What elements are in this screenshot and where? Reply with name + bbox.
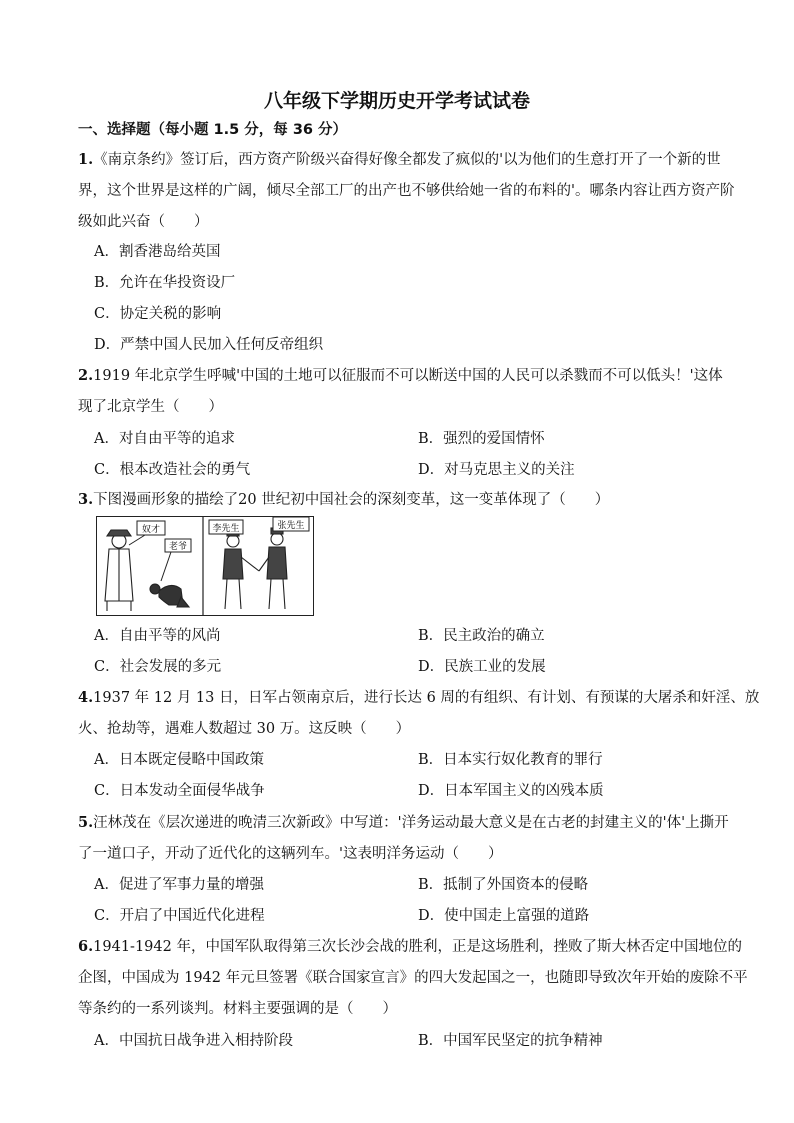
q6-option-b: B．中国军民坚定的抗争精神 — [418, 1033, 603, 1049]
label-zhang-xiansheng: 张先生 — [277, 521, 305, 531]
q4-option-a: A．日本既定侵略中国政策 — [94, 752, 264, 768]
question-6-line-1: 6.1941-1942 年，中国军队取得第三次长沙会战的胜利，正是这场胜利，挫败了斯大林否定中国地位的 — [78, 938, 742, 955]
question-1-line-2: 界，这个世界是这样的广阔，倾尽全部工厂的出产也不够供给她一省的布料的'。哪条内容让西方资产阶 — [78, 183, 735, 199]
q3-option-b: B．民主政治的确立 — [418, 628, 545, 644]
q4-option-c: C．日本发动全面侵华战争 — [94, 783, 265, 799]
label-laoye: 老爷 — [168, 542, 188, 552]
q3-option-d: D．民族工业的发展 — [418, 659, 546, 675]
label-li-xiansheng: 李先生 — [212, 524, 240, 534]
q1-option-b: B．允许在华投资设厂 — [94, 275, 236, 291]
q1-option-d: D．严禁中国人民加入任何反帝组织 — [94, 337, 324, 353]
q2-option-c: C．根本改造社会的勇气 — [94, 462, 251, 478]
question-4-line-1: 4.1937 年 12 月 13 日，日军占领南京后，进行长达 6 周的有组织、有计划、有预谋的大屠杀和奸淫、放 — [78, 689, 760, 706]
q6-option-a: A．中国抗日战争进入相持阶段 — [94, 1033, 293, 1049]
q5-option-d: D．使中国走上富强的道路 — [418, 908, 590, 924]
question-2-line-1: 2.1919 年北京学生呼喊'中国的土地可以征服而不可以断送中国的人民可以杀戮而不可以低头！'这体 — [78, 367, 723, 384]
question-6-line-3: 等条约的一系列谈判。材料主要强调的是（ ） — [78, 1001, 397, 1017]
question-1-line-1: 1.《南京条约》签订后，西方资产阶级兴奋得好像全都发了疯似的'以为他们的生意打开了一个新的世 — [78, 151, 721, 168]
question-2-line-2: 现了北京学生（ ） — [78, 399, 223, 415]
q4-option-d: D．日本军国主义的凶残本质 — [418, 783, 604, 799]
q1-option-a: A．割香港岛给英国 — [94, 244, 221, 260]
question-1-line-3: 级如此兴奋（ ） — [78, 214, 209, 230]
label-nucai: 奴才 — [141, 525, 161, 535]
q5-option-b: B．抵制了外国资本的侵略 — [418, 877, 589, 893]
section-heading: 一、选择题（每小题 1.5 分，每 36 分） — [78, 122, 348, 138]
q5-option-c: C．开启了中国近代化进程 — [94, 908, 265, 924]
q5-option-a: A．促进了军事力量的增强 — [94, 877, 264, 893]
question-5-line-1: 5.汪林茂在《层次递进的晚清三次新政》中写道：'洋务运动最大意义是在古老的封建主义的'体'上撕开 — [78, 814, 729, 831]
q2-option-a: A．对自由平等的追求 — [94, 431, 235, 447]
question-3-line-1: 3.下图漫画形象的描绘了20 世纪初中国社会的深刻变革，这一变革体现了（ ） — [78, 491, 610, 508]
q2-option-b: B．强烈的爱国情怀 — [418, 431, 545, 447]
question-6-line-2: 企图，中国成为 1942 年元旦签署《联合国家宣言》的四大发起国之一，也随即导致次年开始的废除不平 — [78, 970, 748, 986]
q3-option-a: A．自由平等的风尚 — [94, 628, 221, 644]
exam-title: 八年级下学期历史开学考试试卷 — [263, 90, 530, 112]
question-4-line-2: 火、抢劫等，遇难人数超过 30 万。这反映（ ） — [78, 721, 411, 737]
q3-option-c: C．社会发展的多元 — [94, 659, 222, 675]
q2-option-d: D．对马克思主义的关注 — [418, 462, 575, 478]
question-5-line-2: 了一道口子，开动了近代化的这辆列车。'这表明洋务运动（ ） — [78, 846, 503, 862]
q1-option-c: C．协定关税的影响 — [94, 306, 222, 322]
cartoon-drawing — [97, 517, 313, 615]
cartoon-image — [96, 516, 314, 616]
q4-option-b: B．日本实行奴化教育的罪行 — [418, 752, 603, 768]
